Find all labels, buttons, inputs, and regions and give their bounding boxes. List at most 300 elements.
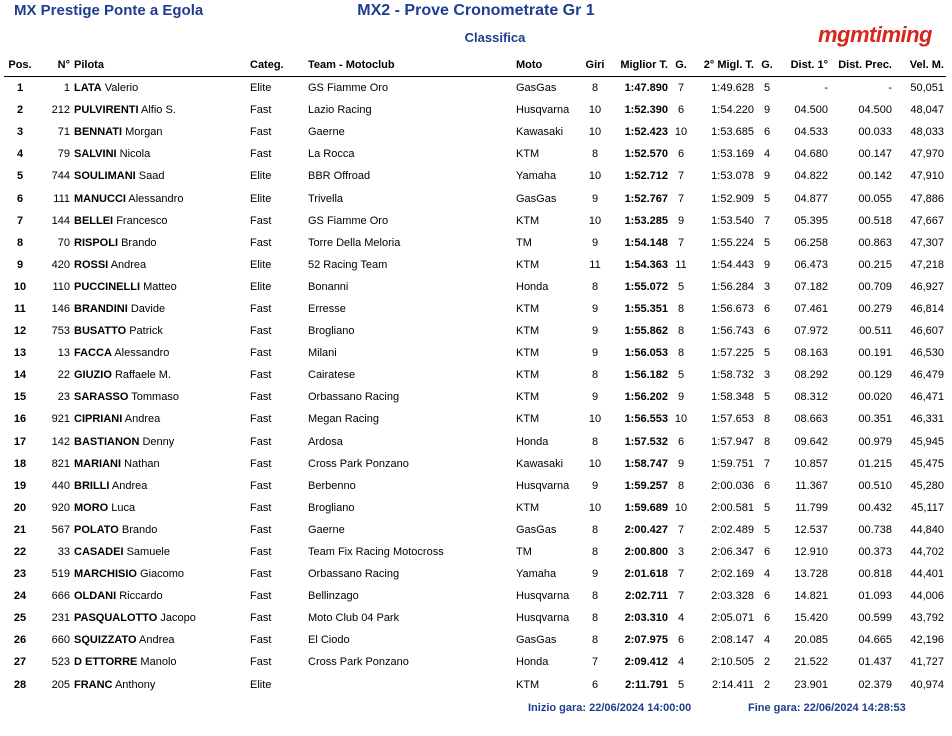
number-cell: 744 — [51, 170, 70, 183]
position-cell: 13 — [13, 347, 27, 360]
rider-first-name: Anthony — [114, 678, 156, 691]
gap-previous-cell: 00.215 — [858, 258, 892, 271]
gap-first-cell: 21.522 — [794, 656, 828, 669]
rider-cell — [72, 453, 248, 475]
position-cell: 3 — [16, 126, 24, 139]
results-table — [4, 54, 946, 696]
category-cell: Fast — [250, 546, 272, 559]
column-header-gap-first: Dist. 1° — [778, 54, 830, 77]
avg-speed-cell: 44,702 — [910, 546, 944, 559]
rider-last-name: FRANC — [74, 678, 113, 691]
gap-first-cell: 14.821 — [794, 590, 828, 603]
rider-last-name: PASQUALOTTO — [74, 612, 158, 625]
table-row — [4, 232, 946, 254]
number-cell: 231 — [51, 612, 70, 625]
mgmtiming-logo — [818, 22, 932, 48]
rider-cell — [72, 342, 248, 364]
bike-cell: GasGas — [516, 82, 557, 95]
best-time-cell: 2:07.975 — [624, 634, 668, 647]
laps-cell: 7 — [591, 656, 599, 669]
avg-speed-cell: 40,974 — [910, 678, 944, 691]
category-cell: Elite — [250, 192, 272, 205]
team-cell: Team Fix Racing Motocross — [308, 546, 444, 559]
gap-previous-cell: 00.709 — [858, 280, 892, 293]
avg-speed-cell: 46,530 — [910, 347, 944, 360]
second-lap-cell: 5 — [763, 391, 771, 404]
second-lap-cell: 6 — [763, 325, 771, 338]
category-cell: Elite — [250, 678, 272, 691]
table-row — [4, 475, 946, 497]
category-cell: Fast — [250, 236, 272, 249]
bike-cell: GasGas — [516, 523, 557, 536]
column-header-gap-previous: Dist. Prec. — [830, 54, 894, 77]
team-cell: Cross Park Ponzano — [308, 457, 409, 470]
gap-first-cell: 09.642 — [794, 435, 828, 448]
position-cell: 14 — [13, 369, 27, 382]
rider-first-name: Morgan — [125, 126, 163, 139]
rider-first-name: Manolo — [140, 656, 177, 669]
second-time-cell: 1:52.909 — [711, 192, 754, 205]
category-cell: Fast — [250, 568, 272, 581]
rider-cell — [72, 408, 248, 430]
table-row — [4, 165, 946, 187]
column-header-best-lap: G. — [670, 54, 692, 77]
best-time-cell: 1:56.182 — [624, 369, 668, 382]
position-cell: 18 — [13, 457, 27, 470]
gap-previous-cell: 00.279 — [858, 302, 892, 315]
bike-cell: GasGas — [516, 634, 557, 647]
gap-first-cell: 08.663 — [794, 413, 828, 426]
laps-cell: 8 — [591, 369, 599, 382]
table-row — [4, 143, 946, 165]
category-cell: Fast — [250, 523, 272, 536]
second-lap-cell: 5 — [763, 82, 771, 95]
gap-previous-cell: 04.665 — [858, 634, 892, 647]
rider-cell — [72, 475, 248, 497]
avg-speed-cell: 46,471 — [910, 391, 944, 404]
laps-cell: 8 — [591, 590, 599, 603]
position-cell: 19 — [13, 479, 27, 492]
bike-cell: Yamaha — [516, 568, 557, 581]
team-cell: BBR Offroad — [308, 170, 371, 183]
category-cell: Fast — [250, 457, 272, 470]
best-time-cell: 1:52.767 — [624, 192, 668, 205]
best-time-cell: 1:55.862 — [624, 325, 668, 338]
second-lap-cell: 6 — [763, 612, 771, 625]
category-cell: Fast — [250, 214, 272, 227]
avg-speed-cell: 47,307 — [910, 236, 944, 249]
avg-speed-cell: 42,196 — [910, 634, 944, 647]
gap-previous-cell: 00.599 — [858, 612, 892, 625]
team-cell: GS Fiamme Oro — [308, 214, 389, 227]
best-lap-cell: 8 — [677, 479, 685, 492]
position-cell: 16 — [13, 413, 27, 426]
race-end: Fine gara: 22/06/2024 14:28:53 — [748, 702, 906, 714]
best-time-cell: 1:55.351 — [624, 302, 668, 315]
position-cell: 4 — [16, 148, 24, 161]
rider-cell — [72, 431, 248, 453]
second-time-cell: 2:02.489 — [711, 523, 754, 536]
best-time-cell: 1:59.257 — [624, 479, 668, 492]
table-row — [4, 254, 946, 276]
best-lap-cell: 9 — [677, 214, 685, 227]
avg-speed-cell: 48,033 — [910, 126, 944, 139]
team-cell: Lazio Racing — [308, 104, 372, 117]
rider-cell — [72, 674, 248, 696]
rider-first-name: Alessandro — [114, 347, 170, 360]
rider-cell — [72, 364, 248, 386]
position-cell: 22 — [13, 546, 27, 559]
laps-cell: 10 — [588, 413, 602, 426]
rider-last-name: CASADEI — [74, 546, 124, 559]
gap-first-cell: 11.799 — [795, 501, 828, 514]
laps-cell: 6 — [591, 678, 599, 691]
avg-speed-cell: 44,401 — [910, 568, 944, 581]
gap-previous-cell: 02.379 — [858, 678, 892, 691]
best-lap-cell: 6 — [677, 435, 685, 448]
rider-first-name: Francesco — [116, 214, 168, 227]
position-cell: 10 — [13, 280, 27, 293]
column-header-pos: Pos. — [4, 54, 36, 77]
rider-last-name: MARCHISIO — [74, 568, 137, 581]
team-cell: GS Fiamme Oro — [308, 82, 389, 95]
bike-cell: KTM — [516, 391, 540, 404]
best-time-cell: 1:56.553 — [624, 413, 668, 426]
best-time-cell: 2:09.412 — [624, 656, 668, 669]
number-cell: 71 — [57, 126, 70, 139]
gap-previous-cell: 00.818 — [858, 568, 892, 581]
position-cell: 21 — [13, 523, 27, 536]
laps-cell: 8 — [591, 523, 599, 536]
category-cell: Elite — [250, 82, 272, 95]
category-cell: Fast — [250, 369, 272, 382]
category-cell: Fast — [250, 612, 272, 625]
gap-previous-cell: 00.738 — [858, 523, 892, 536]
bike-cell: KTM — [516, 347, 540, 360]
position-cell: 20 — [13, 501, 27, 514]
table-row — [4, 187, 946, 209]
second-time-cell: 1:56.743 — [711, 325, 754, 338]
number-cell: 111 — [53, 192, 70, 205]
number-cell: 142 — [51, 435, 70, 448]
gap-first-cell: 23.901 — [794, 678, 828, 691]
best-lap-cell: 3 — [677, 546, 685, 559]
rider-cell — [72, 585, 248, 607]
position-cell: 8 — [16, 236, 24, 249]
rider-last-name: SOULIMANI — [74, 170, 136, 183]
gap-previous-cell: 01.215 — [858, 457, 892, 470]
gap-first-cell: 08.312 — [794, 391, 828, 404]
avg-speed-cell: 46,479 — [910, 369, 944, 382]
rider-last-name: PUCCINELLI — [74, 280, 140, 293]
second-lap-cell: 6 — [763, 126, 771, 139]
rider-last-name: FACCA — [74, 347, 112, 360]
table-row — [4, 99, 946, 121]
second-lap-cell: 6 — [763, 302, 771, 315]
number-cell: 666 — [51, 590, 70, 603]
rider-first-name: Jacopo — [160, 612, 196, 625]
rider-first-name: Brando — [121, 523, 158, 536]
gap-first-cell: 04.680 — [794, 148, 828, 161]
rider-cell — [72, 210, 248, 232]
number-cell: 519 — [51, 568, 70, 581]
avg-speed-cell: 46,607 — [910, 325, 944, 338]
gap-previous-cell: - — [888, 82, 892, 95]
bike-cell: Honda — [516, 280, 549, 293]
gap-first-cell: 04.533 — [794, 126, 828, 139]
gap-previous-cell: 00.373 — [858, 546, 892, 559]
category-cell: Fast — [250, 435, 272, 448]
team-cell: Bonanni — [308, 280, 349, 293]
position-cell: 9 — [16, 258, 24, 271]
laps-cell: 8 — [591, 612, 599, 625]
bike-cell: Husqvarna — [516, 590, 570, 603]
gap-previous-cell: 00.033 — [858, 126, 892, 139]
position-cell: 2 — [16, 104, 24, 117]
second-time-cell: 2:06.347 — [711, 546, 754, 559]
rider-last-name: SARASSO — [74, 391, 129, 404]
table-row — [4, 651, 946, 673]
gap-previous-cell: 00.142 — [858, 170, 892, 183]
rider-first-name: Riccardo — [119, 590, 163, 603]
category-cell: Fast — [250, 148, 272, 161]
gap-first-cell: 08.292 — [794, 369, 828, 382]
second-time-cell: 2:00.036 — [711, 479, 754, 492]
number-cell: 921 — [51, 413, 70, 426]
team-cell: La Rocca — [308, 148, 355, 161]
gap-previous-cell: 00.129 — [858, 369, 892, 382]
laps-cell: 10 — [588, 214, 602, 227]
team-cell: Moto Club 04 Park — [308, 612, 400, 625]
rider-cell — [72, 276, 248, 298]
category-cell: Fast — [250, 347, 272, 360]
category-cell: Fast — [250, 325, 272, 338]
category-cell: Fast — [250, 391, 272, 404]
best-lap-cell: 4 — [677, 656, 685, 669]
best-time-cell: 1:59.689 — [624, 501, 668, 514]
table-row — [4, 585, 946, 607]
rider-first-name: Denny — [142, 435, 175, 448]
rider-cell — [72, 541, 248, 563]
best-time-cell: 1:58.747 — [624, 457, 668, 470]
best-time-cell: 1:52.712 — [624, 170, 668, 183]
bike-cell: Husqvarna — [516, 479, 570, 492]
bike-cell: KTM — [516, 678, 540, 691]
second-lap-cell: 6 — [763, 590, 771, 603]
rider-last-name: LATA — [74, 82, 102, 95]
avg-speed-cell: 45,117 — [911, 501, 944, 514]
number-cell: 753 — [51, 325, 70, 338]
best-lap-cell: 7 — [677, 82, 685, 95]
position-cell: 7 — [16, 214, 24, 227]
gap-previous-cell: 01.093 — [858, 590, 892, 603]
rider-last-name: BELLEI — [74, 214, 114, 227]
second-lap-cell: 9 — [763, 258, 771, 271]
second-time-cell: 1:54.220 — [711, 104, 754, 117]
number-cell: 23 — [57, 391, 70, 404]
laps-cell: 9 — [591, 479, 599, 492]
position-cell: 1 — [16, 82, 24, 95]
second-lap-cell: 5 — [763, 523, 771, 536]
bike-cell: Kawasaki — [516, 126, 564, 139]
table-row — [4, 408, 946, 430]
second-time-cell: 2:10.505 — [711, 656, 754, 669]
rider-last-name: RISPOLI — [74, 236, 119, 249]
avg-speed-cell: 47,970 — [910, 148, 944, 161]
best-lap-cell: 5 — [677, 678, 685, 691]
second-lap-cell: 6 — [763, 546, 771, 559]
position-cell: 5 — [16, 170, 24, 183]
best-lap-cell: 6 — [677, 634, 685, 647]
rider-first-name: Nathan — [124, 457, 160, 470]
column-header-bike: Moto — [514, 54, 576, 77]
bike-cell: GasGas — [516, 192, 557, 205]
gap-previous-cell: 00.351 — [858, 413, 892, 426]
column-header-number: N° — [36, 54, 72, 77]
gap-previous-cell: 00.147 — [858, 148, 892, 161]
rider-cell — [72, 629, 248, 651]
best-lap-cell: 7 — [677, 192, 685, 205]
table-row — [4, 607, 946, 629]
best-time-cell: 1:52.390 — [624, 104, 668, 117]
column-header-category: Categ. — [248, 54, 306, 77]
bike-cell: KTM — [516, 302, 540, 315]
second-lap-cell: 9 — [763, 170, 771, 183]
avg-speed-cell: 44,006 — [910, 590, 944, 603]
rider-first-name: Luca — [111, 501, 136, 514]
laps-cell: 9 — [591, 391, 599, 404]
category-cell: Fast — [250, 126, 272, 139]
position-cell: 23 — [13, 568, 27, 581]
gap-previous-cell: 04.500 — [858, 104, 892, 117]
team-cell: Berbenno — [308, 479, 356, 492]
gap-first-cell: - — [824, 82, 828, 95]
second-time-cell: 1:53.078 — [711, 170, 754, 183]
second-lap-cell: 3 — [763, 280, 771, 293]
gap-first-cell: 07.461 — [794, 302, 828, 315]
rider-first-name: Patrick — [129, 325, 163, 338]
best-lap-cell: 11 — [675, 258, 687, 271]
table-row — [4, 342, 946, 364]
rider-first-name: Nicola — [119, 148, 151, 161]
best-time-cell: 1:56.053 — [624, 347, 668, 360]
second-time-cell: 1:53.169 — [711, 148, 754, 161]
gap-previous-cell: 00.511 — [859, 325, 892, 338]
laps-cell: 9 — [591, 192, 599, 205]
team-cell: Cross Park Ponzano — [308, 656, 409, 669]
rider-cell — [72, 143, 248, 165]
second-time-cell: 2:05.071 — [711, 612, 754, 625]
number-cell: 146 — [51, 302, 70, 315]
category-cell: Fast — [250, 302, 272, 315]
rider-cell — [72, 77, 248, 100]
second-time-cell: 1:55.224 — [711, 236, 754, 249]
number-cell: 22 — [57, 369, 70, 382]
team-cell — [306, 674, 514, 696]
best-lap-cell: 7 — [677, 523, 685, 536]
rider-last-name: BRILLI — [74, 479, 110, 492]
column-header-second-time: 2° Migl. T. — [692, 54, 756, 77]
team-cell: Erresse — [308, 302, 346, 315]
table-header-row — [4, 54, 946, 77]
category-cell: Elite — [250, 280, 272, 293]
avg-speed-cell: 46,331 — [910, 413, 944, 426]
rider-last-name: CIPRIANI — [74, 413, 123, 426]
table-row — [4, 210, 946, 232]
number-cell: 212 — [51, 104, 70, 117]
best-lap-cell: 9 — [677, 391, 685, 404]
best-time-cell: 1:57.532 — [624, 435, 668, 448]
rider-cell — [72, 386, 248, 408]
best-lap-cell: 4 — [677, 612, 685, 625]
number-cell: 79 — [57, 148, 70, 161]
number-cell: 144 — [51, 214, 70, 227]
rider-first-name: Samuele — [126, 546, 170, 559]
team-cell: Megan Racing — [308, 413, 379, 426]
bike-cell: Yamaha — [516, 170, 557, 183]
avg-speed-cell: 45,945 — [910, 435, 944, 448]
gap-first-cell: 06.258 — [794, 236, 828, 249]
bike-cell: KTM — [516, 369, 540, 382]
best-lap-cell: 8 — [677, 325, 685, 338]
second-time-cell: 2:14.411 — [711, 678, 754, 691]
bike-cell: Honda — [516, 656, 549, 669]
rider-first-name: Brando — [121, 236, 157, 249]
second-time-cell: 1:58.732 — [711, 369, 754, 382]
second-lap-cell: 4 — [763, 148, 771, 161]
column-header-rider: Pilota — [72, 54, 248, 77]
gap-first-cell: 11.367 — [795, 479, 828, 492]
second-lap-cell: 5 — [763, 236, 771, 249]
laps-cell: 10 — [588, 457, 602, 470]
bike-cell: Kawasaki — [516, 457, 564, 470]
bike-cell: KTM — [516, 325, 540, 338]
second-lap-cell: 5 — [763, 501, 771, 514]
second-time-cell: 1:57.947 — [711, 435, 754, 448]
bike-cell: Honda — [516, 435, 549, 448]
laps-cell: 10 — [588, 104, 602, 117]
second-lap-cell: 6 — [763, 479, 771, 492]
second-lap-cell: 2 — [763, 678, 771, 691]
laps-cell: 8 — [591, 82, 599, 95]
best-lap-cell: 10 — [674, 413, 688, 426]
column-header-second-lap: G. — [756, 54, 778, 77]
avg-speed-cell: 41,727 — [910, 656, 944, 669]
team-cell: Ardosa — [308, 435, 343, 448]
rider-last-name: ROSSI — [74, 258, 109, 271]
second-time-cell: 1:58.348 — [711, 391, 754, 404]
second-time-cell: 1:56.673 — [711, 302, 754, 315]
position-cell: 12 — [13, 325, 27, 338]
rider-first-name: Andrea — [139, 634, 175, 647]
avg-speed-cell: 46,814 — [910, 302, 944, 315]
best-lap-cell: 5 — [677, 369, 685, 382]
gap-first-cell: 12.537 — [794, 523, 828, 536]
rider-cell — [72, 187, 248, 209]
category-cell: Fast — [250, 413, 272, 426]
bike-cell: KTM — [516, 258, 540, 271]
gap-first-cell: 04.877 — [794, 192, 828, 205]
laps-cell: 9 — [591, 568, 599, 581]
best-lap-cell: 7 — [677, 568, 685, 581]
position-cell: 17 — [13, 435, 27, 448]
team-cell: Brogliano — [308, 501, 355, 514]
laps-cell: 8 — [591, 148, 599, 161]
rider-last-name: BASTIANON — [74, 435, 140, 448]
gap-first-cell: 10.857 — [794, 457, 828, 470]
laps-cell: 10 — [588, 501, 602, 514]
bike-cell: TM — [516, 236, 532, 249]
